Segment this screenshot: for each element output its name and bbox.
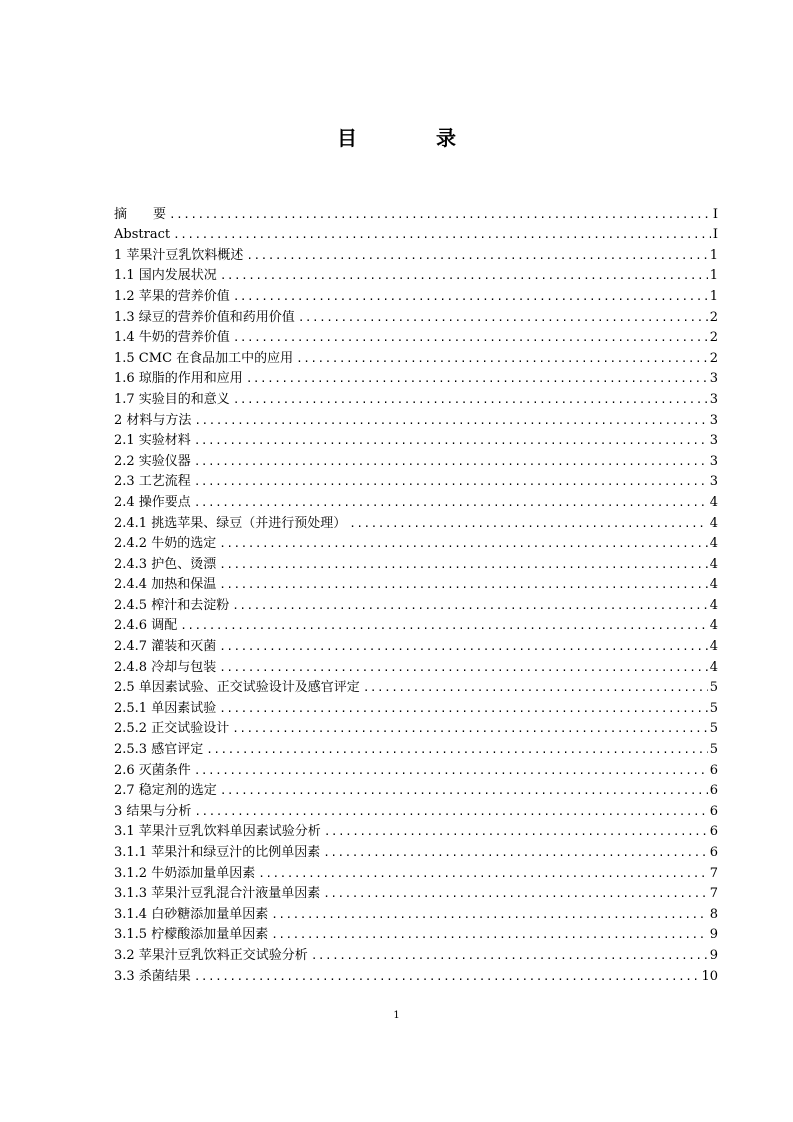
toc-entry-label: 摘 要 [114, 206, 167, 222]
toc-entry-page: I [712, 206, 718, 222]
toc-entry-page: 4 [709, 618, 718, 634]
toc-entry[interactable] [114, 348, 718, 369]
toc-entry-label: 3.1.1 苹果汁和绿豆汁的比例单因素 [114, 845, 321, 860]
toc-dot-leader [233, 287, 708, 307]
toc-entry-page: I [712, 227, 718, 243]
toc-entry[interactable] [114, 225, 718, 246]
toc-dot-leader [349, 514, 708, 534]
toc-dot-leader [194, 967, 700, 987]
toc-entry-label: 2.2 实验仪器 [114, 453, 191, 469]
toc-dot-leader [296, 349, 708, 369]
page-number: 1 [393, 1010, 400, 1021]
toc-entry[interactable] [114, 945, 718, 966]
toc-entry[interactable] [114, 657, 718, 678]
toc-entry-label: 2.5.2 正交试验设计 [114, 721, 230, 737]
toc-entry[interactable] [114, 328, 718, 349]
toc-entry-page: 4 [709, 536, 718, 552]
toc-entry[interactable] [114, 369, 718, 390]
toc-entry-label: 1.3 绿豆的营养价值和药用价值 [114, 309, 295, 325]
toc-entry-page: 3 [709, 453, 718, 469]
toc-entry[interactable] [114, 534, 718, 555]
toc-dot-leader [246, 369, 708, 389]
toc-entry-page: 9 [709, 947, 718, 963]
toc-entry[interactable] [114, 904, 718, 925]
toc-entry-label: Abstract [114, 227, 171, 243]
toc-entry[interactable] [114, 925, 718, 946]
toc-entry-label: 2.4.8 冷却与包装 [114, 659, 217, 675]
toc-entry[interactable] [114, 678, 718, 699]
toc-dot-leader [246, 246, 707, 266]
toc-dot-leader [219, 555, 708, 575]
toc-entry-page: 5 [709, 742, 718, 758]
toc-dot-leader [180, 616, 708, 636]
table-of-contents [114, 204, 718, 987]
toc-entry[interactable] [114, 884, 718, 905]
toc-dot-leader [298, 308, 708, 328]
toc-dot-leader [219, 534, 708, 554]
toc-entry-page: 7 [709, 865, 718, 881]
toc-entry[interactable] [114, 554, 718, 575]
toc-entry-page: 2 [709, 309, 718, 325]
toc-dot-leader [324, 822, 708, 842]
toc-entry-page: 9 [709, 927, 718, 943]
toc-entry-page: 2 [709, 330, 718, 346]
toc-entry-page: 1 [709, 288, 718, 304]
toc-entry-page: 4 [709, 515, 718, 531]
toc-entry-page: 3 [709, 412, 718, 428]
toc-dot-leader [258, 864, 708, 884]
toc-entry-page: 4 [709, 639, 718, 655]
toc-dot-leader [219, 575, 708, 595]
toc-entry[interactable] [114, 719, 718, 740]
toc-entry[interactable] [114, 863, 718, 884]
toc-entry[interactable] [114, 513, 718, 534]
toc-entry-label: 3.1.2 牛奶添加量单因素 [114, 865, 256, 881]
toc-entry[interactable] [114, 595, 718, 616]
toc-dot-leader [323, 843, 708, 863]
toc-entry[interactable] [114, 451, 718, 472]
toc-entry[interactable] [114, 307, 718, 328]
toc-entry-label: 2.4.1 挑选苹果、绿豆（并进行预处理） [114, 515, 347, 531]
toc-entry[interactable] [114, 245, 718, 266]
toc-entry-label: 2.4.6 调配 [114, 618, 178, 634]
toc-dot-leader [233, 390, 708, 410]
toc-dot-leader [219, 658, 708, 678]
toc-dot-leader [173, 225, 711, 245]
toc-entry-page: 6 [709, 762, 718, 778]
toc-entry-label: 1.6 琼脂的作用和应用 [114, 371, 243, 387]
toc-entry-page: 4 [709, 556, 718, 572]
toc-entry-page: 3 [709, 474, 718, 490]
toc-entry-label: 2.5.1 单因素试验 [114, 700, 217, 716]
toc-entry[interactable] [114, 801, 718, 822]
toc-entry-label: 2.4.5 榨汁和去淀粉 [114, 597, 230, 613]
toc-dot-leader [271, 925, 708, 945]
toc-entry-label: 2.4.2 牛奶的选定 [114, 536, 217, 552]
toc-dot-leader [194, 411, 707, 431]
toc-dot-leader [194, 493, 708, 513]
toc-entry-page: 6 [709, 803, 718, 819]
toc-entry-page: 6 [709, 824, 718, 840]
toc-entry[interactable] [114, 266, 718, 287]
toc-entry[interactable] [114, 472, 718, 493]
toc-entry-label: 3.1.4 白砂糖添加量单因素 [114, 906, 269, 922]
toc-entry[interactable] [114, 636, 718, 657]
toc-entry-label: 3.1 苹果汁豆乳饮料单因素试验分析 [114, 824, 321, 840]
toc-entry-label: 2.4.3 护色、烫漂 [114, 556, 217, 572]
toc-entry-label: 2.1 实验材料 [114, 433, 191, 449]
toc-dot-leader [232, 719, 708, 739]
toc-dot-leader [219, 637, 708, 657]
toc-entry[interactable] [114, 781, 718, 802]
toc-entry[interactable] [114, 431, 718, 452]
page-title: 目 录 [337, 126, 492, 150]
toc-entry-label: 3.1.5 柠檬酸添加量单因素 [114, 927, 269, 943]
toc-dot-leader [232, 596, 708, 616]
toc-entry[interactable] [114, 739, 718, 760]
toc-entry-label: 1.4 牛奶的营养价值 [114, 330, 230, 346]
toc-dot-leader [233, 328, 708, 348]
toc-dot-leader [363, 678, 708, 698]
toc-entry-label: 2.5.3 感官评定 [114, 742, 204, 758]
toc-entry-label: 1.5 CMC 在食品加工中的应用 [114, 350, 294, 366]
toc-entry-label: 1 苹果汁豆乳饮料概述 [114, 247, 244, 263]
toc-dot-leader [194, 802, 707, 822]
toc-entry-page: 3 [709, 433, 718, 449]
toc-entry-page: 6 [709, 783, 718, 799]
toc-entry[interactable] [114, 842, 718, 863]
toc-dot-leader [271, 905, 708, 925]
toc-entry-page: 5 [709, 721, 718, 737]
toc-entry[interactable] [114, 966, 718, 987]
toc-entry-label: 2.5 单因素试验、正交试验设计及感官评定 [114, 680, 360, 696]
toc-entry-page: 3 [709, 371, 718, 387]
toc-entry-label: 2.4.7 灌装和灭菌 [114, 639, 217, 655]
toc-entry-page: 4 [709, 577, 718, 593]
toc-entry-label: 1.7 实验目的和意义 [114, 391, 230, 407]
toc-entry[interactable] [114, 389, 718, 410]
toc-entry-page: 1 [709, 268, 718, 284]
toc-entry-page: 2 [709, 350, 718, 366]
toc-dot-leader [194, 761, 708, 781]
toc-dot-leader [169, 205, 711, 225]
toc-entry[interactable] [114, 575, 718, 596]
toc-entry-label: 3 结果与分析 [114, 803, 192, 819]
toc-entry[interactable] [114, 760, 718, 781]
toc-entry-page: 10 [701, 968, 718, 984]
toc-dot-leader [220, 266, 708, 286]
toc-entry-label: 2.7 稳定剂的选定 [114, 783, 217, 799]
toc-dot-leader [194, 431, 708, 451]
toc-entry-page: 3 [709, 391, 718, 407]
toc-entry-label: 2.3 工艺流程 [114, 474, 191, 490]
toc-entry-label: 3.3 杀菌结果 [114, 968, 191, 984]
toc-entry[interactable] [114, 698, 718, 719]
toc-entry-label: 2 材料与方法 [114, 412, 192, 428]
toc-entry-page: 8 [709, 906, 718, 922]
toc-entry[interactable] [114, 616, 718, 637]
toc-entry-page: 6 [709, 845, 718, 860]
toc-dot-leader [220, 781, 708, 801]
toc-entry[interactable] [114, 286, 718, 307]
toc-entry-label: 2.4.4 加热和保温 [114, 577, 217, 593]
toc-entry-page: 4 [709, 494, 718, 510]
toc-entry-page: 5 [709, 680, 718, 696]
toc-entry[interactable] [114, 204, 718, 225]
toc-entry[interactable] [114, 410, 718, 431]
toc-dot-leader [194, 472, 708, 492]
toc-dot-leader [323, 884, 708, 904]
toc-entry-label: 2.4 操作要点 [114, 494, 191, 510]
toc-entry-page: 7 [709, 886, 718, 902]
toc-entry-page: 4 [709, 597, 718, 613]
toc-entry-page: 1 [709, 247, 718, 263]
toc-dot-leader [206, 740, 708, 760]
toc-dot-leader [194, 452, 708, 472]
toc-entry-label: 2.6 灭菌条件 [114, 762, 191, 778]
toc-entry-label: 3.1.3 苹果汁豆乳混合汁液量单因素 [114, 886, 321, 902]
toc-entry-page: 4 [709, 659, 718, 675]
toc-entry-page: 5 [709, 700, 718, 716]
toc-entry-label: 3.2 苹果汁豆乳饮料正交试验分析 [114, 947, 308, 963]
toc-entry-label: 1.2 苹果的营养价值 [114, 288, 230, 304]
toc-entry[interactable] [114, 822, 718, 843]
toc-entry[interactable] [114, 492, 718, 513]
toc-dot-leader [311, 946, 708, 966]
toc-entry-label: 1.1 国内发展状况 [114, 268, 217, 284]
toc-dot-leader [219, 699, 708, 719]
